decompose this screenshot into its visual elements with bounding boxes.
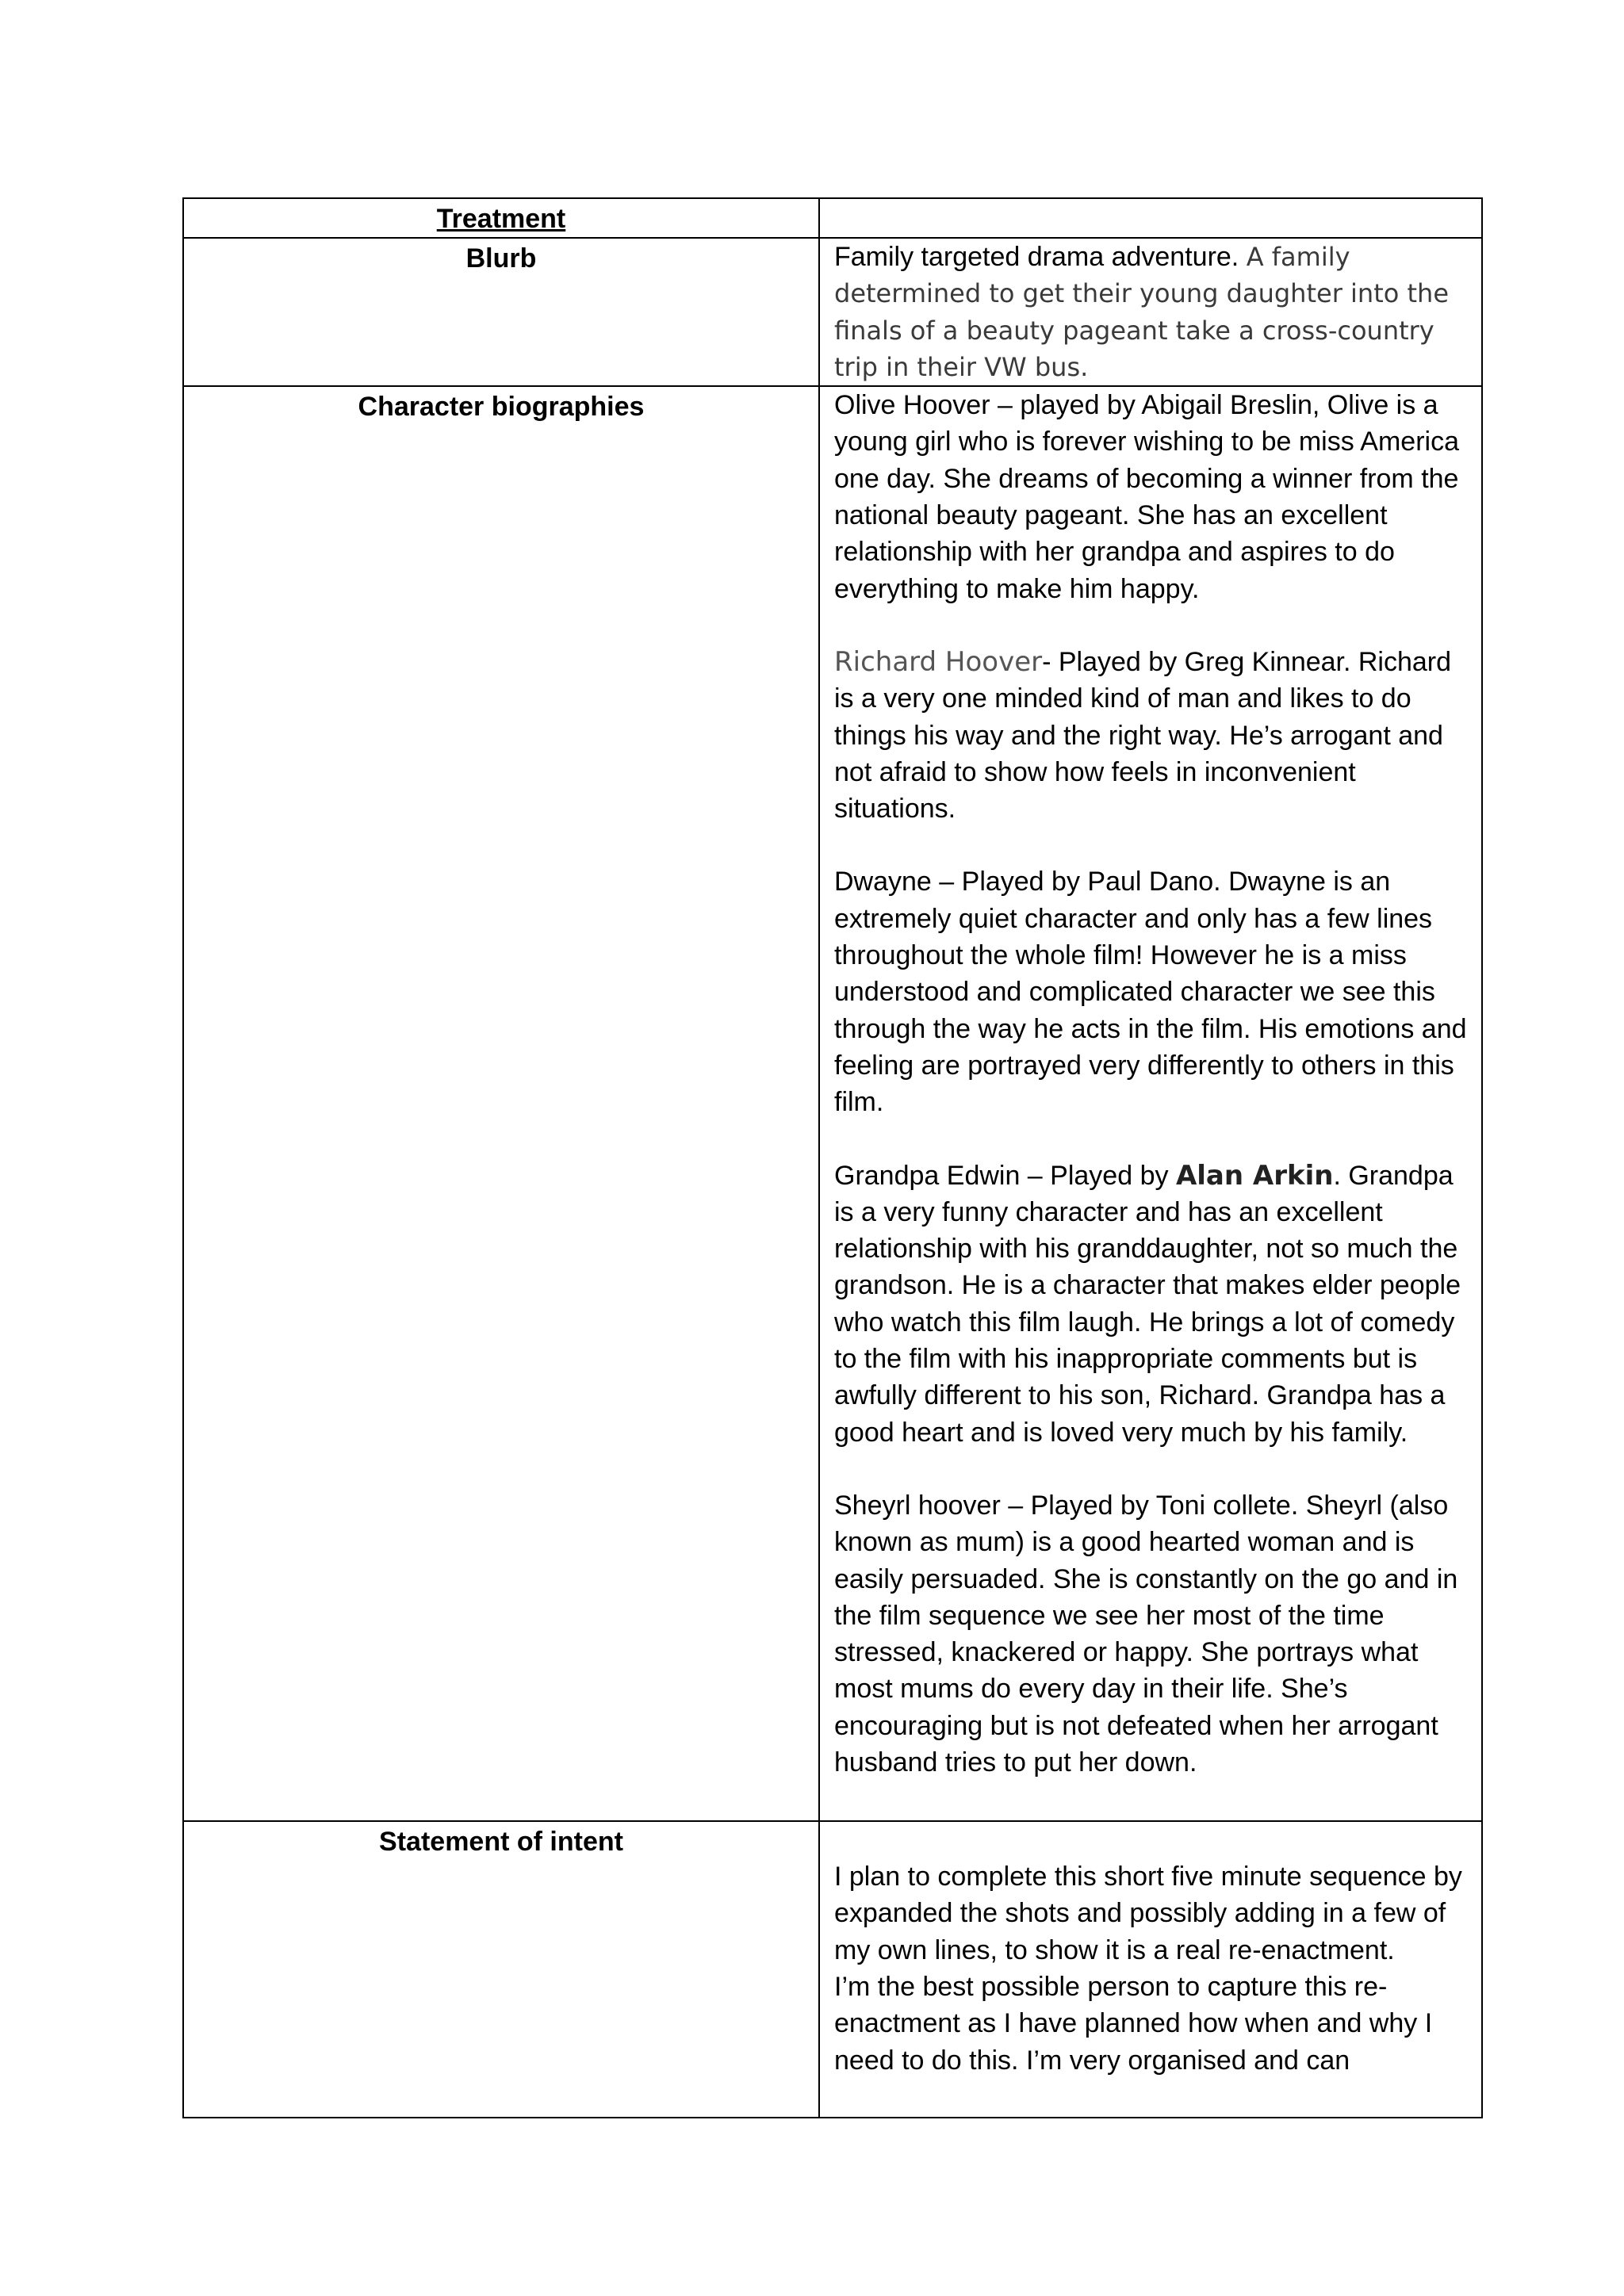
table-row-intent (183, 1821, 1482, 2118)
intent-label-cell (183, 1821, 819, 2118)
dwayne-bio: Dwayne – Played by Paul Dano. Dwayne is an extremely quiet character and only has a few lines throughout the whole film! However he is a miss understood and complicated character we see this through the way he acts in the film. His emotions and feeling are portrayed very differently to others in this film. (834, 867, 1467, 1118)
richard-bio (834, 644, 1469, 827)
treatment-table (182, 197, 1483, 2118)
blurb-lead: Family targeted drama adventure. (834, 242, 1239, 272)
table-row-header (183, 198, 1482, 238)
intent-paragraph-2: I’m the best possible person to capture this re-enactment as I have planned how when and why I need to do this. I’m very organised and can (834, 1972, 1433, 2076)
blurb-label: Blurb (465, 243, 537, 274)
richard-name: Richard Hoover (834, 645, 1043, 678)
intent-label: Statement of intent (379, 1827, 623, 1858)
richard-text: - Played by Greg Kinnear. Richard is a very one minded kind of man and likes to do things his way and the right way. He’s arrogant and not afraid to show how feels in inconvenient situations. (834, 646, 1452, 825)
olive-bio: Olive Hoover – played by Abigail Breslin, Olive is a young girl who is forever wishing to be miss America one day. She dreams of becoming a winner from the national beauty pageant. She has an excellent relationship with her grandpa and aspires to do everything to make him happy. (834, 390, 1459, 604)
grandpa-text: . Grandpa is a very funny character and has an excellent relationship with his granddaughter, not so much the grandson. He is a character that makes elder people who watch this film laugh. He brings a lot of comedy to the film with his inappropriate comments but is awfully different to his son, Richard. Grandpa has a good heart and is loved very much by his family. (834, 1160, 1461, 1448)
blurb-text: A family determined to get their young daughter into the finals of a beauty pageant take a cross-country trip in their VW bus. (834, 242, 1449, 382)
intent-text-cell (819, 1821, 1482, 2118)
grandpa-bio (834, 1158, 1469, 1451)
characters-label-cell (183, 386, 819, 1821)
table-row-characters (183, 386, 1482, 1821)
header-empty-cell (819, 198, 1482, 238)
header-cell (183, 198, 819, 238)
grandpa-actor: Alan Arkin (1175, 1159, 1334, 1192)
sheyrl-bio: Sheyrl hoover – Played by Toni collete. Sheyrl (also known as mum) is a good hearted woman and is easily persuaded. She is constantly on the go and in the film sequence we see her most of the time stressed, knackered or happy. She portrays what most mums do every day in their life. She’s encouraging but is not defeated when her arrogant husband tries to put her down. (834, 1490, 1458, 1777)
blurb-label-cell (183, 238, 819, 386)
blurb-text-cell (819, 238, 1482, 386)
treatment-title: Treatment (436, 204, 566, 234)
grandpa-lead: Grandpa Edwin – Played by (834, 1160, 1176, 1191)
intent-paragraph-1: I plan to complete this short five minute sequence by expanded the shots and possibly adding in a few of my own lines, to show it is a real re-enactment. (834, 1862, 1462, 1965)
characters-text-cell (819, 386, 1482, 1821)
table-row-blurb (183, 238, 1482, 386)
characters-label: Character biographies (358, 392, 645, 423)
intent-spacer (834, 1822, 1469, 1858)
